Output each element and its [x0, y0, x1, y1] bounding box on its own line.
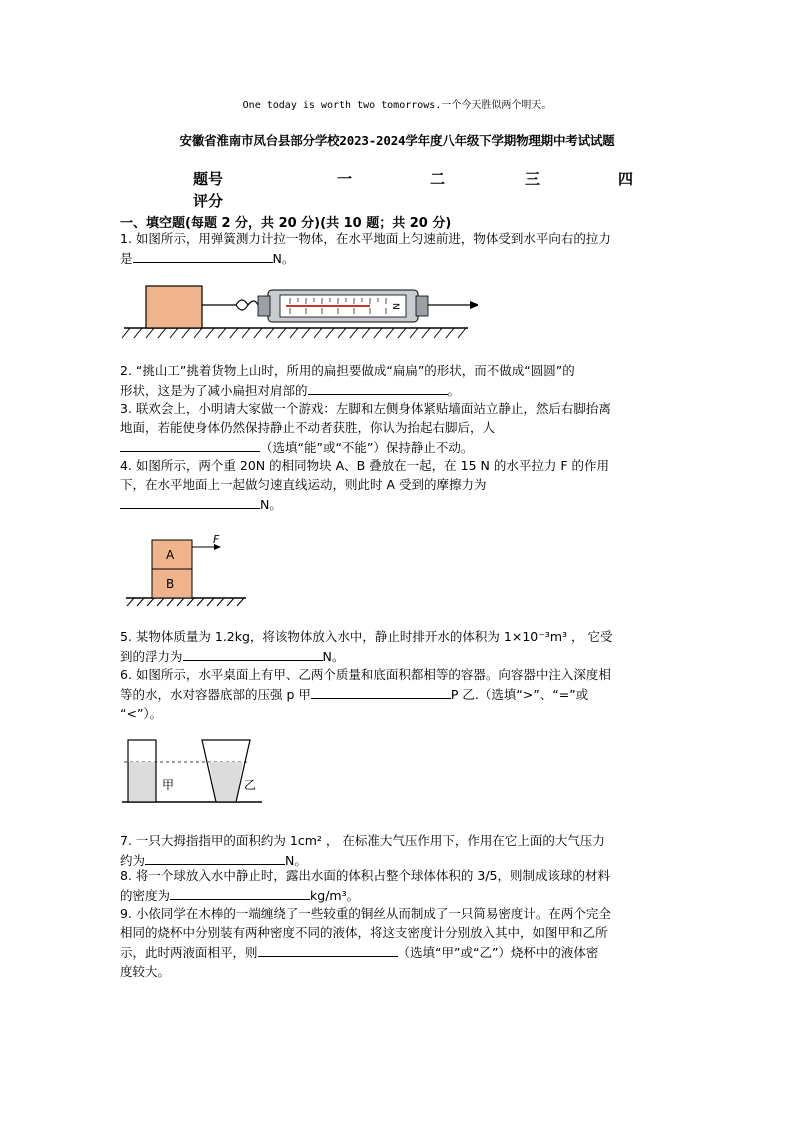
question-6: 6. 如图所示，水平桌面上有甲、乙两个质量和底面积都相等的容器。向容器中注入深度相 等的水，水对容器底部的压强 p 甲 P 乙.（选填“>”、“=”或 “<”）。 — [120, 667, 611, 721]
answer-blank-8[interactable] — [170, 885, 310, 900]
question-7: 7. 一只大拇指指甲的面积约为 1cm² ， 在标准大气压作用下，作用在它上面的大气压力 约为 N。 — [120, 833, 605, 868]
question-1: 1. 如图所示，用弹簧测力计拉一物体，在水平地面上匀速前进，物体受到水平向右的拉力 是 N。 — [120, 231, 611, 266]
block-b-label: B — [166, 577, 175, 591]
q1-block — [146, 286, 202, 328]
header-motto: One today is worth two tomorrows.一个今天胜似两个明天。 — [242, 100, 552, 111]
force-label: F — [213, 533, 220, 546]
container-yi-label: 乙 — [244, 778, 257, 792]
page-title: 安徽省淮南市凤台县部分学校2023-2024学年度八年级下学期物理期中考试试题 — [179, 133, 615, 148]
score-table-col-4: 四 — [618, 170, 634, 188]
q4-figure — [122, 530, 252, 610]
arrow-right-icon — [470, 301, 478, 309]
score-table-col-1: 一 — [337, 170, 353, 188]
block-a-label: A — [166, 548, 175, 562]
hook-icon — [236, 300, 248, 310]
question-8: 8. 将一个球放入水中静止时，露出水面的体积占整个球体体积的 3/5，则制成该球的材料 的密度为 kg/m³。 — [120, 868, 610, 903]
answer-blank-7[interactable] — [145, 850, 285, 865]
answer-blank-6[interactable] — [311, 684, 451, 699]
question-3: 3. 联欢会上，小明请大家做一个游戏：左脚和左侧身体紧贴墙面站立静止，然后右脚抬离 地面，若能使身体仍然保持静止不动者获胜，你认为抬起右脚后，人 （选填“能”或“不能”）保持静止不动。 — [120, 401, 611, 455]
score-table-header-label: 题号 — [193, 170, 224, 188]
answer-blank-3[interactable] — [120, 437, 260, 452]
answer-blank-9[interactable] — [258, 942, 398, 957]
section-1-heading: 一、填空题(每题 2 分，共 20 分)(共 10 题；共 20 分) — [120, 216, 452, 231]
container-jia-label: 甲 — [162, 778, 175, 792]
q1-figure — [118, 280, 478, 340]
score-table-row-label: 评分 — [193, 192, 224, 210]
question-5: 5. 某物体质量为 1.2kg，将该物体放入水中，静止时排开水的体积为 1×10⁻³m³ ， 它受 到的浮力为 N。 — [120, 629, 613, 664]
answer-blank-1[interactable] — [133, 248, 273, 263]
answer-blank-4[interactable] — [120, 494, 260, 509]
question-4: 4. 如图所示，两个重 20N 的相同物块 A、B 叠放在一起，在 15 N 的水平拉力 F 的作用 下，在水平地面上一起做匀速直线运动，则此时 A 受到的摩擦力为 N。 — [120, 458, 609, 512]
score-table-col-3: 三 — [525, 170, 541, 188]
scale-unit-label: N — [390, 303, 400, 310]
score-table-col-2: 二 — [430, 170, 446, 188]
q6-figure — [120, 736, 270, 806]
answer-blank-5[interactable] — [183, 646, 323, 661]
question-9: 9. 小依同学在木棒的一端缠绕了一些较重的铜丝从而制成了一只简易密度计。在两个完全 相同的烧杯中分别装有两种密度不同的液体，将这支密度计分别放入其中，如图甲和乙所 示，此时两液面相平，则 （选填“甲”或“乙”）烧杯中的液体密 度较大。 — [120, 906, 611, 979]
answer-blank-2[interactable] — [308, 380, 448, 395]
question-2: 2. “挑山工”挑着货物上山时，所用的扁担要做成“扁扁”的形状，而不做成“圆圆”的 形状，这是为了减小扁担对肩部的 。 — [120, 363, 575, 398]
